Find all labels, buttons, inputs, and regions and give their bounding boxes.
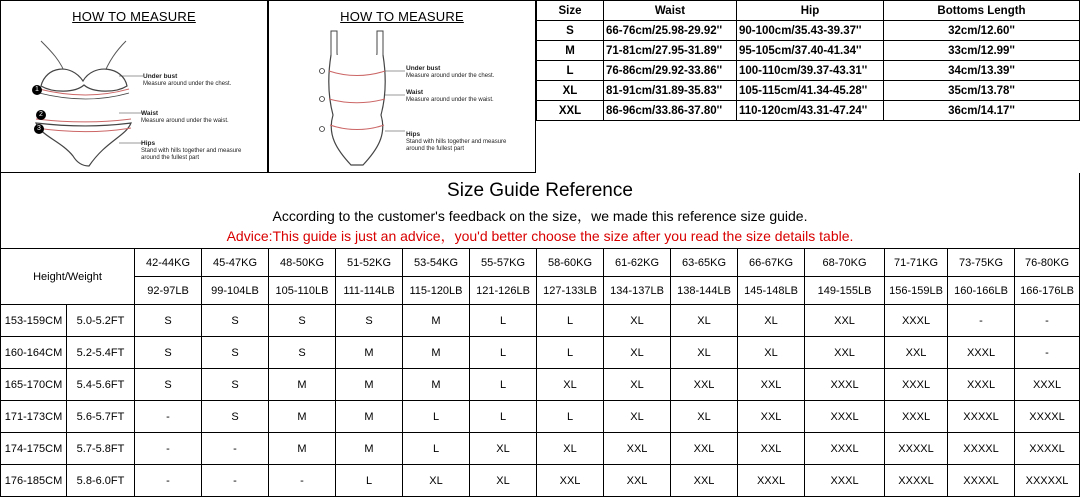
measure-number-1: 1 [32,85,42,95]
recommended-size-cell: XL [604,369,671,401]
weight-kg-header: 73-75KG [948,249,1015,277]
recommended-size-cell: XXL [671,433,738,465]
length-cell: 32cm/12.60'' [884,21,1080,41]
swimsuit-markers [319,67,409,137]
length-cell: 35cm/13.78'' [884,81,1080,101]
recommended-size-cell: XXXL [805,401,885,433]
waist-label: Waist Measure around under the waist. [141,110,229,124]
recommended-size-cell: L [470,305,537,337]
height-cm-cell: 160-164CM [1,337,67,369]
size-row [537,101,1080,121]
recommended-size-cell: XXXL [805,369,885,401]
length-cell: 36cm/14.17'' [884,101,1080,121]
recommended-size-cell: M [403,305,470,337]
recommended-size-cell: M [403,369,470,401]
recommended-size-cell: M [269,369,336,401]
height-cm-cell: 174-175CM [1,433,67,465]
waist-cell: 86-96cm/33.86-37.80'' [604,101,737,121]
recommended-size-cell: L [537,401,604,433]
reference-subtitle: According to the customer's feedback on the size，we made this reference size guide. [272,208,808,224]
weight-lb-header: 115-120LB [403,277,470,305]
recommended-size-cell: L [470,401,537,433]
recommended-size-cell: XL [537,433,604,465]
recommended-size-cell: M [336,433,403,465]
header-waist: Waist [604,1,737,21]
recommended-size-cell: - [135,433,202,465]
recommended-size-cell: M [403,337,470,369]
recommended-size-cell: XL [604,305,671,337]
weight-kg-header: 51-52KG [336,249,403,277]
underbust-label: Under bust Measure around under the chest. [143,73,232,87]
weight-kg-header: 68-70KG [805,249,885,277]
recommended-size-cell: XXL [805,337,885,369]
hip-cell: 105-115cm/41.34-45.28'' [737,81,884,101]
recommended-size-cell: XXL [738,401,805,433]
recommended-size-cell: XXL [604,433,671,465]
height-weight-corner: Height/Weight [1,249,135,305]
height-row [1,305,1080,337]
recommended-size-cell: L [403,401,470,433]
size-chart-table [536,0,1080,121]
recommended-size-cell: M [269,401,336,433]
recommended-size-cell: XXXXL [885,433,948,465]
measure-number-3: 3 [34,124,44,134]
panel-title: HOW TO MEASURE [340,9,464,24]
weight-kg-row [1,249,1080,277]
recommended-size-cell: XL [671,337,738,369]
height-weight-table [0,248,1080,497]
waist-cell: 66-76cm/25.98-29.92'' [604,21,737,41]
recommended-size-cell: XXL [604,465,671,497]
size-cell: M [537,41,604,61]
recommended-size-cell: S [135,369,202,401]
height-ft-cell: 5.8-6.0FT [67,465,135,497]
size-row [537,21,1080,41]
recommended-size-cell: S [269,305,336,337]
hips-label: Hips Stand with hills together and measure around the fullest part [141,140,242,161]
recommended-size-cell: S [202,305,269,337]
underbust-label: Under bust Measure around under the chest. [406,65,495,79]
recommended-size-cell: - [135,465,202,497]
weight-kg-header: 66-67KG [738,249,805,277]
recommended-size-cell: XL [403,465,470,497]
recommended-size-cell: - [135,401,202,433]
weight-lb-header: 127-133LB [537,277,604,305]
recommended-size-cell: M [336,401,403,433]
height-cm-cell: 165-170CM [1,369,67,401]
recommended-size-cell: L [537,337,604,369]
weight-kg-header: 55-57KG [470,249,537,277]
weight-lb-header: 121-126LB [470,277,537,305]
recommended-size-cell: L [403,433,470,465]
recommended-size-cell: M [269,433,336,465]
recommended-size-cell: L [470,369,537,401]
size-cell: S [537,21,604,41]
recommended-size-cell: XXXL [1015,369,1080,401]
weight-kg-header: 71-71KG [885,249,948,277]
recommended-size-cell: XXXL [885,369,948,401]
recommended-size-cell: XL [537,369,604,401]
recommended-size-cell: S [269,337,336,369]
weight-lb-header: 99-104LB [202,277,269,305]
height-ft-cell: 5.6-5.7FT [67,401,135,433]
height-cm-cell: 176-185CM [1,465,67,497]
weight-kg-header: 45-47KG [202,249,269,277]
recommended-size-cell: S [135,337,202,369]
panel-title: HOW TO MEASURE [72,9,196,24]
weight-lb-header: 105-110LB [269,277,336,305]
height-row [1,433,1080,465]
recommended-size-cell: XXXXXL [1015,465,1080,497]
height-ft-cell: 5.4-5.6FT [67,369,135,401]
recommended-size-cell: XXXXL [948,433,1015,465]
recommended-size-cell: - [1015,337,1080,369]
recommended-size-cell: L [336,465,403,497]
recommended-size-cell: XXXL [805,465,885,497]
hip-cell: 90-100cm/35.43-39.37'' [737,21,884,41]
weight-kg-header: 61-62KG [604,249,671,277]
recommended-size-cell: XXL [738,433,805,465]
weight-lb-header: 166-176LB [1015,277,1080,305]
height-ft-cell: 5.7-5.8FT [67,433,135,465]
size-row [537,41,1080,61]
weight-kg-header: 53-54KG [403,249,470,277]
weight-lb-header: 156-159LB [885,277,948,305]
recommended-size-cell: L [537,305,604,337]
waist-label: Waist Measure around under the waist. [406,89,494,103]
recommended-size-cell: XL [738,337,805,369]
bikini-measure-panel [0,0,268,173]
recommended-size-cell: XXXXL [948,401,1015,433]
recommended-size-cell: - [948,305,1015,337]
weight-kg-header: 63-65KG [671,249,738,277]
recommended-size-cell: XL [470,465,537,497]
height-row [1,337,1080,369]
recommended-size-cell: XL [604,337,671,369]
waist-cell: 81-91cm/31.89-35.83'' [604,81,737,101]
header-hip: Hip [737,1,884,21]
hip-cell: 110-120cm/43.31-47.24'' [737,101,884,121]
height-row [1,401,1080,433]
recommended-size-cell: M [336,369,403,401]
weight-lb-header: 134-137LB [604,277,671,305]
recommended-size-cell: M [336,337,403,369]
recommended-size-cell: XXL [537,465,604,497]
weight-lb-header: 160-166LB [948,277,1015,305]
size-cell: XL [537,81,604,101]
recommended-size-cell: L [470,337,537,369]
waist-cell: 71-81cm/27.95-31.89'' [604,41,737,61]
weight-kg-header: 48-50KG [269,249,336,277]
height-cm-cell: 153-159CM [1,305,67,337]
recommended-size-cell: - [202,465,269,497]
height-ft-cell: 5.2-5.4FT [67,337,135,369]
recommended-size-cell: XXXXL [948,465,1015,497]
reference-title: Size Guide Reference [447,180,633,201]
height-row [1,369,1080,401]
recommended-size-cell: - [1015,305,1080,337]
recommended-size-cell: S [135,305,202,337]
recommended-size-cell: XL [671,401,738,433]
hip-cell: 95-105cm/37.40-41.34'' [737,41,884,61]
recommended-size-cell: - [269,465,336,497]
weight-lb-header: 145-148LB [738,277,805,305]
recommended-size-cell: S [336,305,403,337]
recommended-size-cell: XXL [671,369,738,401]
recommended-size-cell: - [202,433,269,465]
recommended-size-cell: XXL [805,305,885,337]
recommended-size-cell: XXXL [948,369,1015,401]
size-guide-reference-section [0,173,1080,248]
waist-cell: 76-86cm/29.92-33.86'' [604,61,737,81]
recommended-size-cell: XXXXL [1015,433,1080,465]
height-ft-cell: 5.0-5.2FT [67,305,135,337]
weight-kg-header: 58-60KG [537,249,604,277]
header-size: Size [537,1,604,21]
size-chart-header-row [537,1,1080,21]
onepiece-measure-panel [268,0,536,173]
height-cm-cell: 171-173CM [1,401,67,433]
recommended-size-cell: XL [604,401,671,433]
length-cell: 33cm/12.99'' [884,41,1080,61]
weight-lb-header: 92-97LB [135,277,202,305]
recommended-size-cell: XXXL [805,433,885,465]
recommended-size-cell: XXXXL [885,465,948,497]
recommended-size-cell: S [202,369,269,401]
weight-kg-header: 42-44KG [135,249,202,277]
weight-lb-header: 111-114LB [336,277,403,305]
size-cell: XXL [537,101,604,121]
recommended-size-cell: XXXL [738,465,805,497]
weight-lb-header: 149-155LB [805,277,885,305]
weight-lb-header: 138-144LB [671,277,738,305]
size-row [537,61,1080,81]
length-cell: 34cm/13.39'' [884,61,1080,81]
recommended-size-cell: XXXXL [1015,401,1080,433]
recommended-size-cell: XXXL [948,337,1015,369]
recommended-size-cell: XXL [671,465,738,497]
recommended-size-cell: S [202,337,269,369]
recommended-size-cell: XL [738,305,805,337]
reference-advice: Advice:This guide is just an advice，you'd better choose the size after you read the size details table. [226,228,854,244]
recommended-size-cell: XXL [738,369,805,401]
recommended-size-cell: XXXL [885,305,948,337]
recommended-size-cell: XXXL [885,401,948,433]
weight-kg-header: 76-80KG [1015,249,1080,277]
measure-number-2: 2 [36,110,46,120]
recommended-size-cell: S [202,401,269,433]
recommended-size-cell: XL [470,433,537,465]
size-row [537,81,1080,101]
weight-lb-row [1,277,1080,305]
header-bottoms-length: Bottoms Length [884,1,1080,21]
hip-cell: 100-110cm/39.37-43.31'' [737,61,884,81]
size-cell: L [537,61,604,81]
recommended-size-cell: XL [671,305,738,337]
recommended-size-cell: XXL [885,337,948,369]
hips-label: Hips Stand with hills together and measure around the fullest part [406,131,507,152]
